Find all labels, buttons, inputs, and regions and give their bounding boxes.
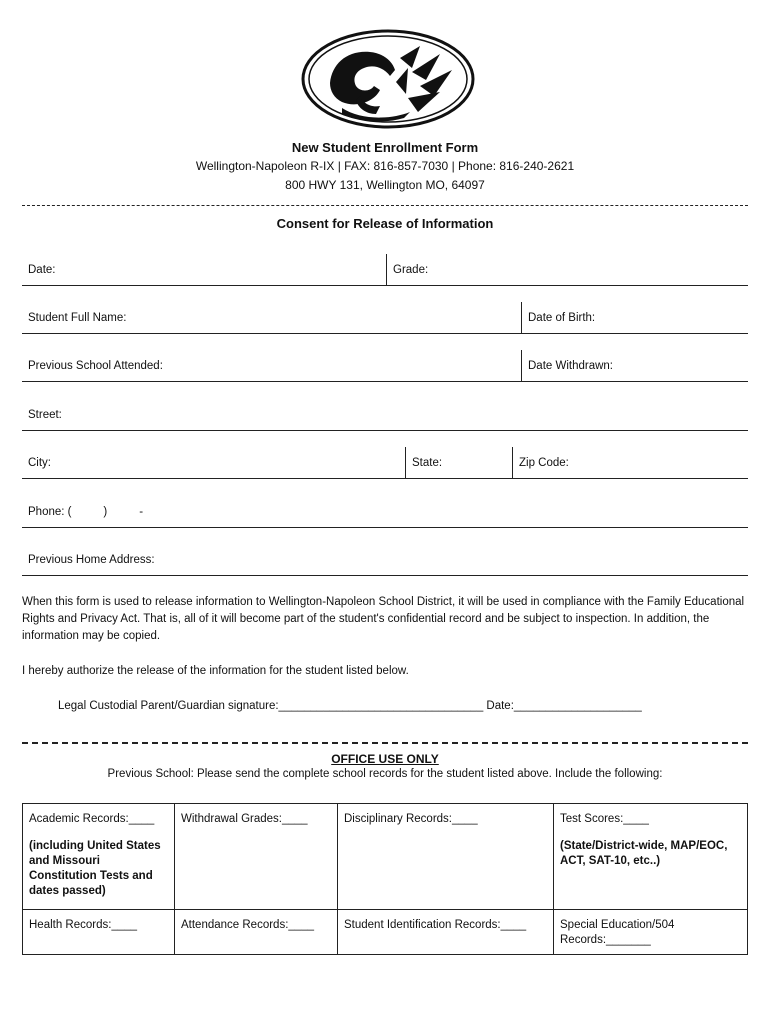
street-field[interactable]: Street: bbox=[28, 408, 62, 421]
academic-records-label: Academic Records:____ bbox=[29, 813, 155, 825]
previous-school-field[interactable]: Previous School Attended: bbox=[28, 359, 163, 372]
row-prev-home bbox=[22, 544, 748, 576]
date-field[interactable]: Date: bbox=[28, 263, 56, 276]
academic-records-note: (including United States and Missouri Constitution Tests and dates passed) bbox=[29, 840, 161, 897]
zip-field[interactable]: Zip Code: bbox=[512, 447, 748, 478]
test-scores-cell[interactable] bbox=[554, 804, 748, 910]
city-field[interactable]: City: bbox=[28, 456, 51, 469]
row-date-grade bbox=[22, 254, 748, 286]
date-withdrawn-field[interactable]: Date Withdrawn: bbox=[521, 350, 748, 381]
student-id-records-cell[interactable] bbox=[338, 910, 554, 955]
tiger-logo bbox=[300, 28, 476, 130]
row-phone bbox=[22, 496, 748, 528]
form-title: New Student Enrollment Form bbox=[291, 140, 479, 155]
previous-home-field[interactable]: Previous Home Address: bbox=[28, 553, 155, 566]
separator bbox=[22, 742, 748, 744]
disciplinary-records-cell[interactable] bbox=[338, 804, 554, 910]
dob-field[interactable]: Date of Birth: bbox=[521, 302, 748, 333]
withdrawal-grades-cell[interactable] bbox=[175, 804, 338, 910]
signature-line[interactable]: Legal Custodial Parent/Guardian signature:________________________________ Date:____________________ bbox=[58, 700, 642, 712]
special-education-cell[interactable] bbox=[554, 910, 748, 955]
row-street bbox=[22, 399, 748, 431]
test-scores-label: Test Scores:____ bbox=[560, 813, 649, 825]
authorization-text: I hereby authorize the release of the information for the student listed below. bbox=[22, 665, 409, 677]
test-scores-note: (State/District-wide, MAP/EOC, ACT, SAT-10, etc..) bbox=[560, 840, 728, 867]
withdrawal-grades-label: Withdrawal Grades:____ bbox=[181, 813, 308, 825]
row-school-withdrawn bbox=[22, 350, 748, 382]
ferpa-paragraph: When this form is used to release information to Wellington-Napoleon School District, it will be used in compliance with the Family Educational Rights and Privacy Act. That is, all of it will become part of the student's confidential record and be subject to inspection. In addition, the information may be copied. bbox=[22, 596, 745, 642]
office-instructions: Previous School: Please send the complete school records for the student listed above. Include the following: bbox=[107, 768, 663, 780]
attendance-records-label: Attendance Records:____ bbox=[181, 919, 314, 931]
school-contact: Wellington-Napoleon R-IX | FAX: 816-857-7030 | Phone: 816-240-2621 bbox=[195, 159, 575, 173]
special-education-label: Special Education/504 Records:_______ bbox=[560, 919, 675, 946]
consent-heading: Consent for Release of Information bbox=[276, 216, 494, 231]
office-use-heading: OFFICE USE ONLY bbox=[331, 752, 439, 766]
grade-field[interactable]: Grade: bbox=[386, 254, 748, 285]
student-name-field[interactable]: Student Full Name: bbox=[28, 311, 127, 324]
academic-records-cell[interactable] bbox=[23, 804, 175, 910]
separator bbox=[22, 205, 748, 206]
health-records-label: Health Records:____ bbox=[29, 919, 138, 931]
phone-field[interactable]: Phone: ( ) - bbox=[28, 505, 144, 518]
row-city-state-zip bbox=[22, 447, 748, 479]
records-table bbox=[22, 803, 748, 955]
state-field[interactable]: State: bbox=[405, 447, 512, 478]
school-address: 800 HWY 131, Wellington MO, 64097 bbox=[285, 178, 485, 192]
attendance-records-cell[interactable] bbox=[175, 910, 338, 955]
health-records-cell[interactable] bbox=[23, 910, 175, 955]
student-id-records-label: Student Identification Records:____ bbox=[344, 919, 527, 931]
disciplinary-records-label: Disciplinary Records:____ bbox=[344, 813, 478, 825]
row-name-dob bbox=[22, 302, 748, 334]
